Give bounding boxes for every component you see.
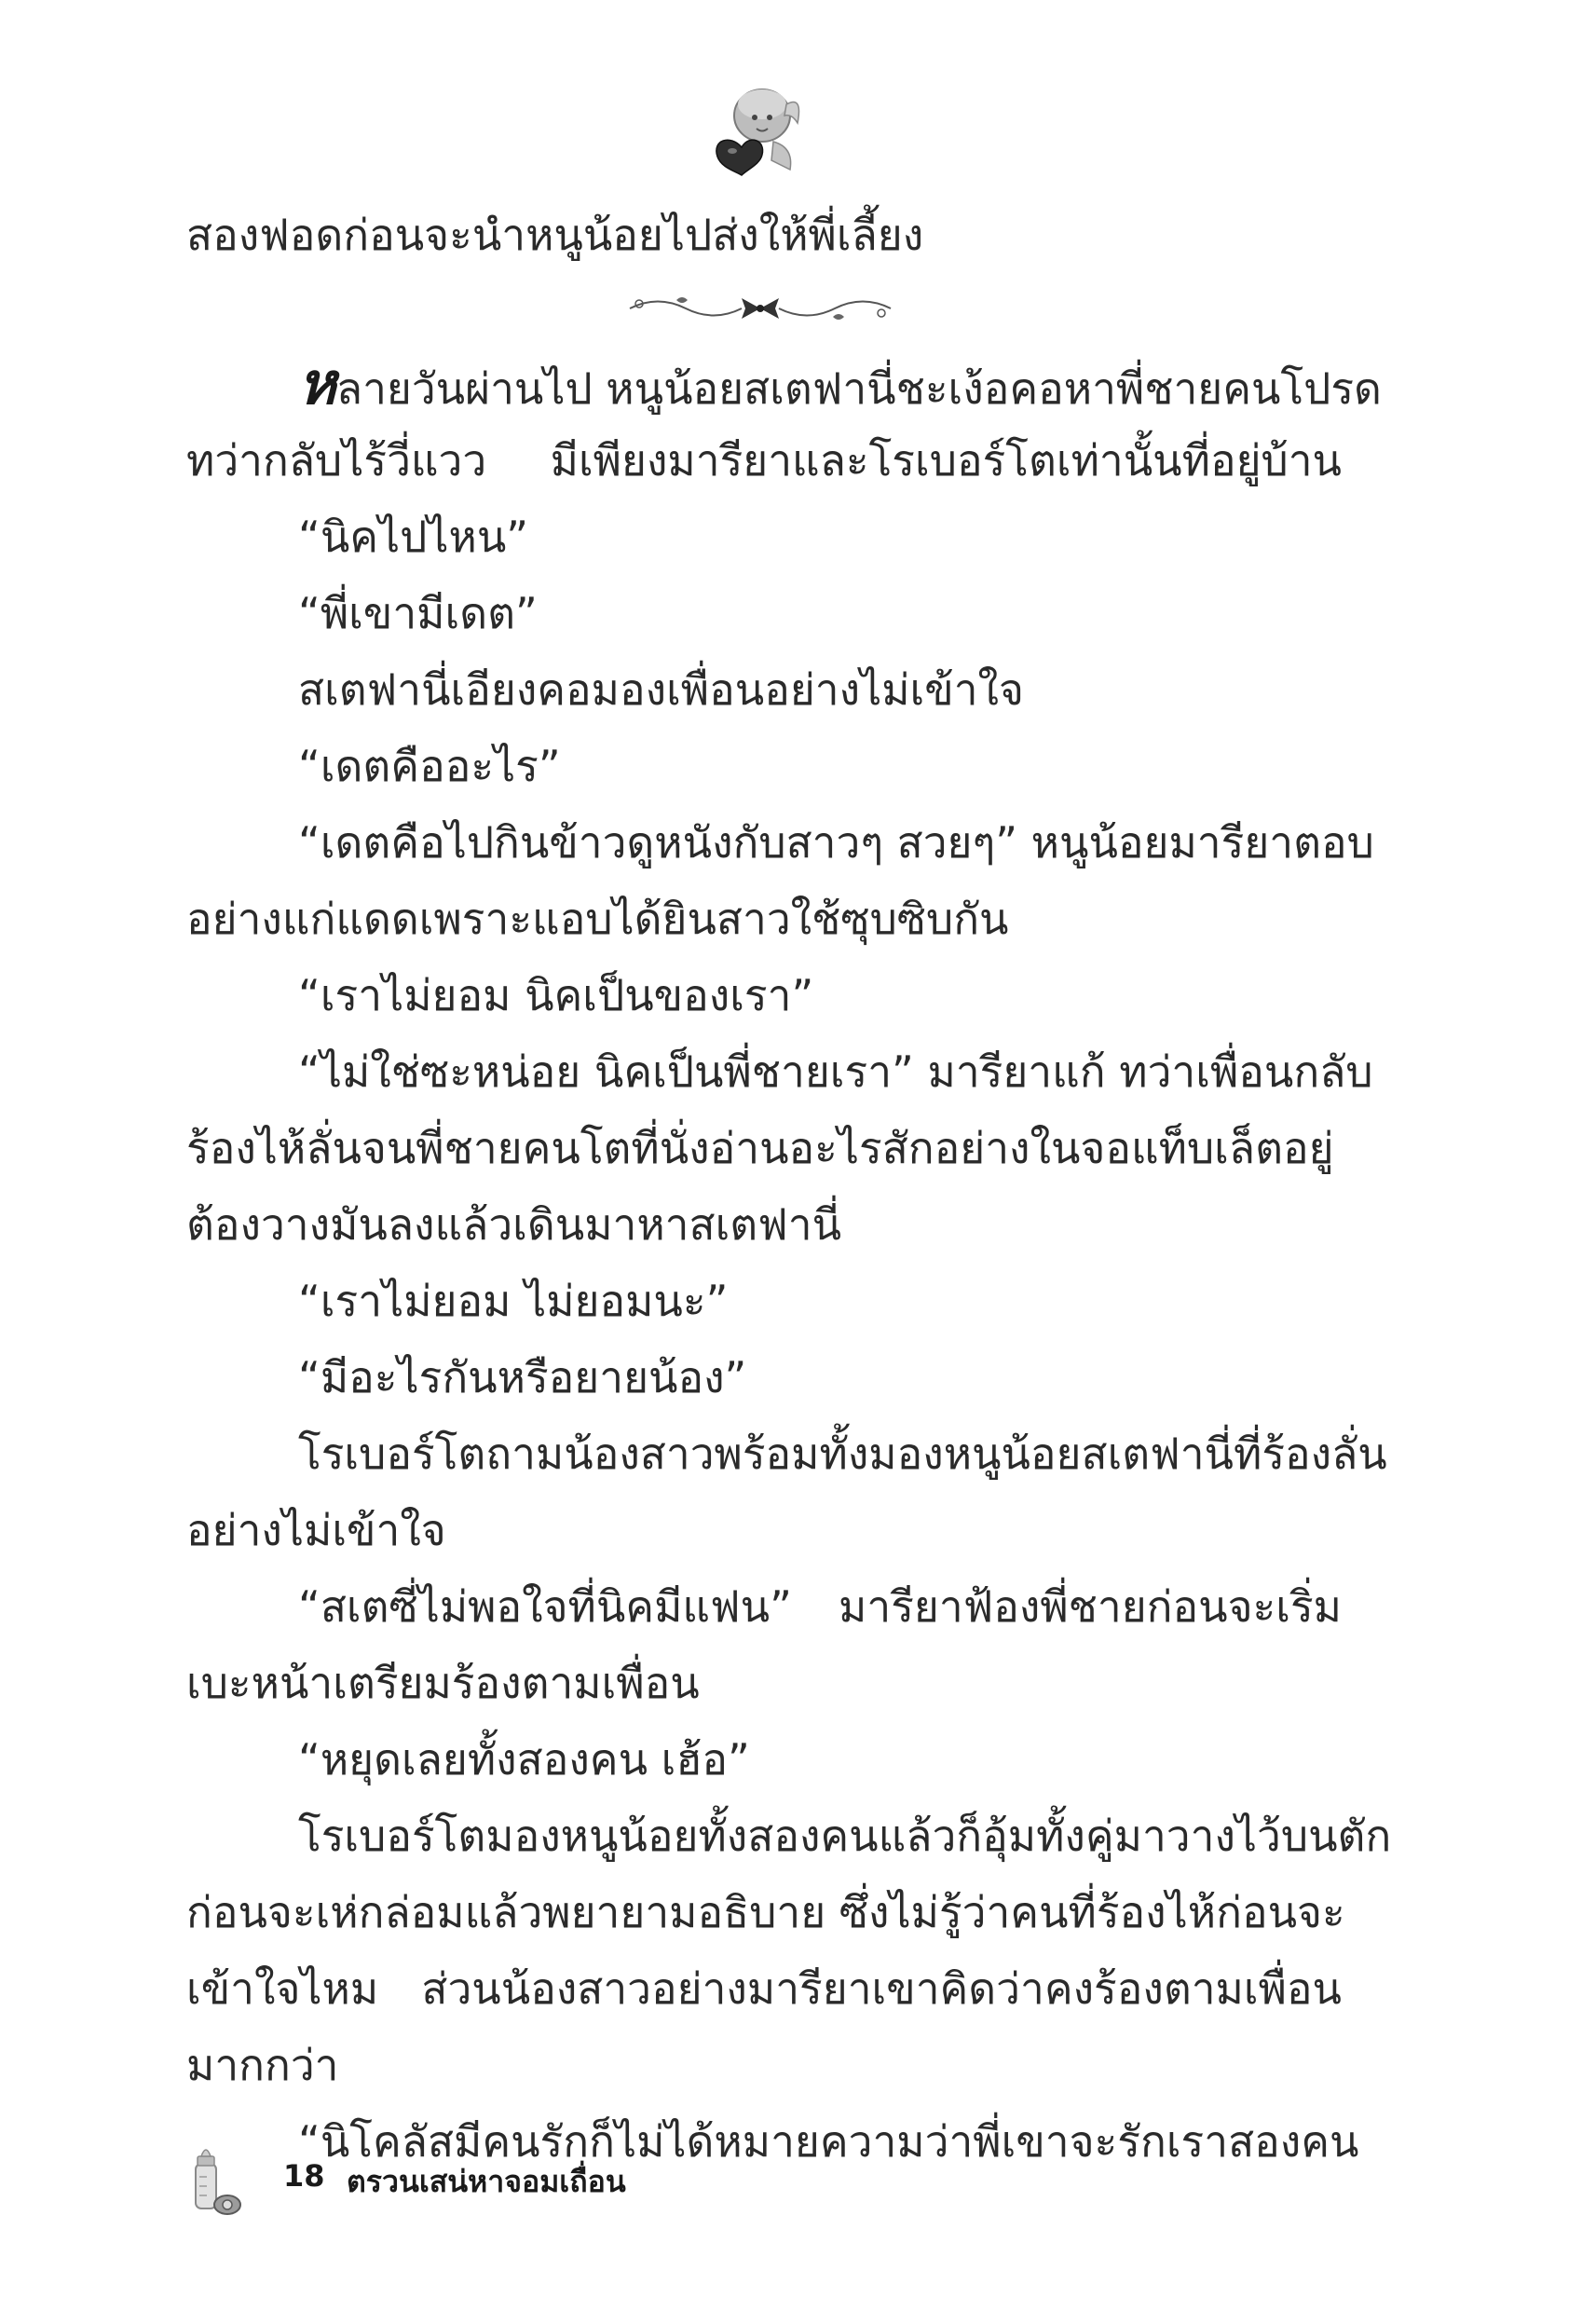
text-line: สเตฟานี่เอียงคอมองเพื่อนอย่างไม่เข้าใจ	[298, 664, 1024, 715]
ornamental-divider-icon	[621, 287, 900, 330]
text-line: อย่างไม่เข้าใจ	[186, 1505, 446, 1555]
text-line: ลายวันผ่านไป หนูน้อยสเตฟานี่ชะเง้อคอหาพี่ชายคนโปรด	[335, 363, 1382, 414]
text-line: โรเบอร์โตถามน้องสาวพร้อมทั้งมองหนูน้อยสเตฟานี่ที่ร้องลั่น	[298, 1429, 1387, 1479]
text-line: “เราไม่ยอม ไม่ยอมนะ”	[298, 1276, 729, 1326]
text-line: “ไม่ใช่ซะหน่อย นิคเป็นพี่ชายเรา” มารียาแก้ ทว่าเพื่อนกลับ	[298, 1046, 1373, 1097]
text-line: “หยุดเลยทั้งสองคน เฮ้อ”	[298, 1734, 750, 1785]
baby-bottle-pacifier-icon	[186, 2143, 246, 2218]
text-line: ทว่ากลับไร้วี่แวว มีเพียงมารียาและโรเบอร์โตเท่านั้นที่อยู่บ้าน	[186, 435, 1342, 485]
text-line: สองฟอดก่อนจะนำหนูน้อยไปส่งให้พี่เลี้ยง	[186, 210, 924, 260]
text-line: ก่อนจะเห่กล่อมแล้วพยายามอธิบาย ซึ่งไม่รู้ว่าคนที่ร้องไห้ก่อนจะ	[186, 1887, 1345, 1937]
page-footer	[186, 2143, 1342, 2227]
book-title: ตรวนเสน่หาจอมเถื่อน	[347, 2164, 626, 2199]
text-line: “นิคไปไหน”	[298, 512, 529, 562]
dropcap-letter: ห	[298, 349, 336, 417]
text-line: “สเตซี่ไม่พอใจที่นิคมีแฟน” มารียาฟ้องพี่ชายก่อนจะเริ่ม	[298, 1581, 1342, 1632]
text-line: โรเบอร์โตมองหนูน้อยทั้งสองคนแล้วก็อุ้มทั้งคู่มาวางไว้บนตัก	[298, 1811, 1392, 1861]
text-line: “เราไม่ยอม นิคเป็นของเรา”	[298, 970, 814, 1020]
text-line: มากกว่า	[186, 2040, 339, 2090]
text-line: เบะหน้าเตรียมร้องตามเพื่อน	[186, 1658, 700, 1708]
text-line: อย่างแก่แดดเพราะแอบได้ยินสาวใช้ซุบซิบกัน	[186, 894, 1009, 944]
text-line: “เดตคือไปกินข้าวดูหนังกับสาวๆ สวยๆ” หนูน้อยมารียาตอบ	[298, 817, 1374, 868]
text-line: “มีอะไรกันหรือยายน้อง”	[298, 1352, 747, 1402]
text-line: “นิโคลัสมีคนรักก็ไม่ได้หมายความว่าพี่เขาจะรักเราสองคน	[298, 2116, 1359, 2167]
text-line: “พี่เขามีเดต”	[298, 588, 538, 638]
text-line: เข้าใจไหม ส่วนน้องสาวอย่างมารียาเขาคิดว่าคงร้องตามเพื่อน	[186, 1963, 1342, 2014]
text-line: “เดตคืออะไร”	[298, 741, 561, 791]
text-line: ร้องไห้ลั่นจนพี่ชายคนโตที่นั่งอ่านอะไรสักอย่างในจอแท็บเล็ตอยู่	[186, 1123, 1334, 1173]
text-line-dropcap	[298, 347, 1382, 421]
page-number: 18	[283, 2158, 325, 2194]
text-line: ต้องวางมันลงแล้วเดินมาหาสเตฟานี่	[186, 1199, 842, 1250]
angel-with-heart-icon	[704, 67, 807, 179]
